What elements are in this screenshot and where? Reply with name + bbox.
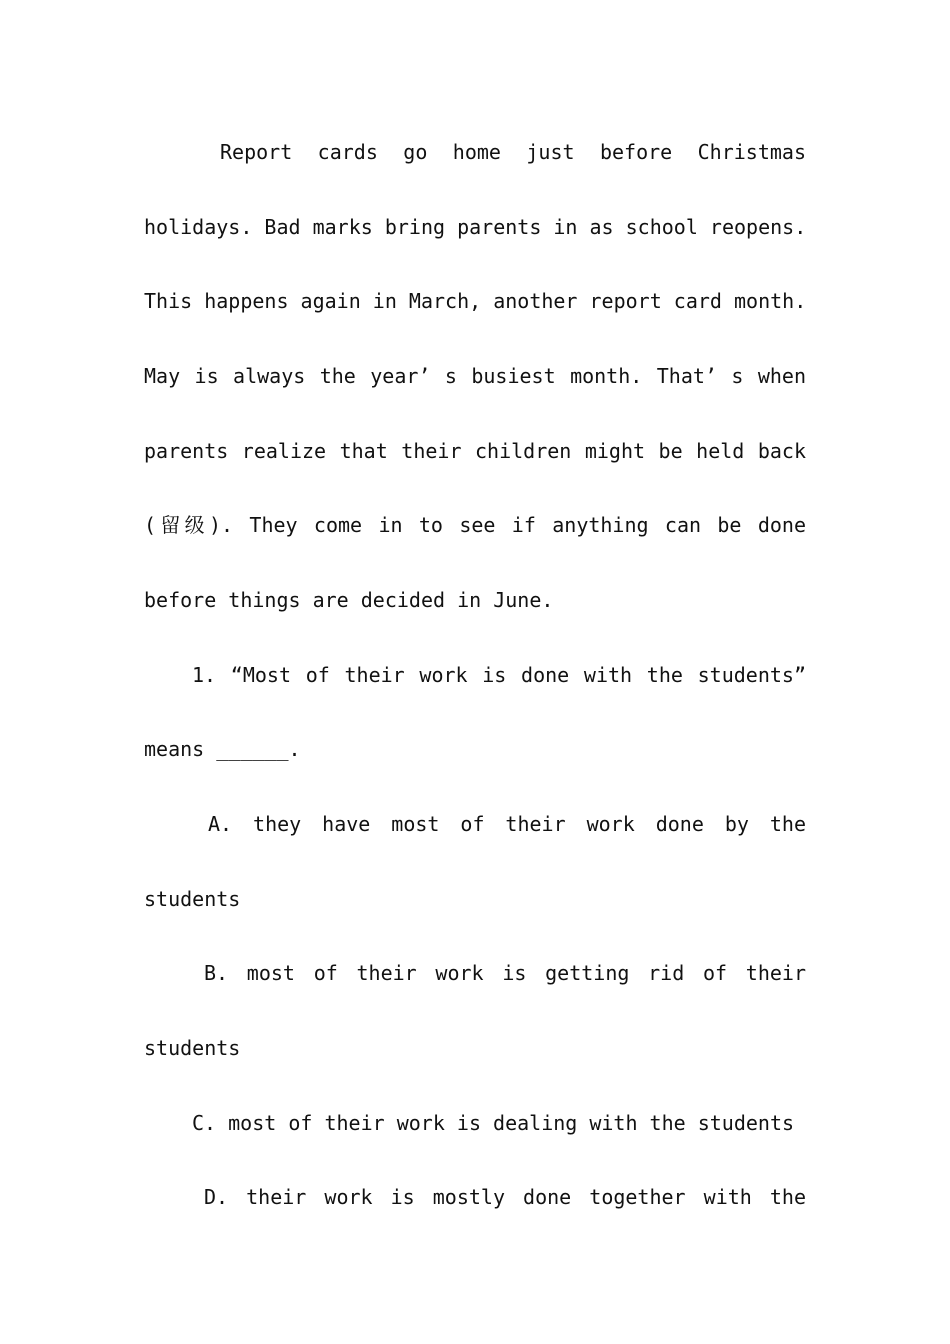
option-d-line-1: D. their work is mostly done together with the (204, 1185, 806, 1209)
document-page (144, 0, 806, 1344)
passage-line-4: May is always the year’ s busiest month. That’ s when (144, 364, 806, 388)
passage-line-2: holidays. Bad marks bring parents in as school reopens. (144, 215, 807, 239)
option-a-line-1: A. they have most of their work done by the (208, 812, 806, 836)
passage-line-3: This happens again in March, another report card month. (144, 289, 807, 313)
passage-line-7: before things are decided in June. (144, 588, 554, 612)
question-stem-line-2: means ______. (144, 737, 301, 761)
option-c-line-1: C. most of their work is dealing with the students (192, 1111, 795, 1135)
option-b-line-1: B. most of their work is getting rid of their (204, 961, 806, 985)
question-stem-line-1: 1. “Most of their work is done with the students” (192, 663, 806, 687)
passage-line-5: parents realize that their children might be held back (144, 439, 806, 463)
passage-line-1: Report cards go home just before Christmas (220, 140, 806, 164)
passage-line-6: (留级). They come in to see if anything can be done (144, 513, 806, 537)
option-a-line-2: students (144, 887, 241, 911)
option-b-line-2: students (144, 1036, 241, 1060)
